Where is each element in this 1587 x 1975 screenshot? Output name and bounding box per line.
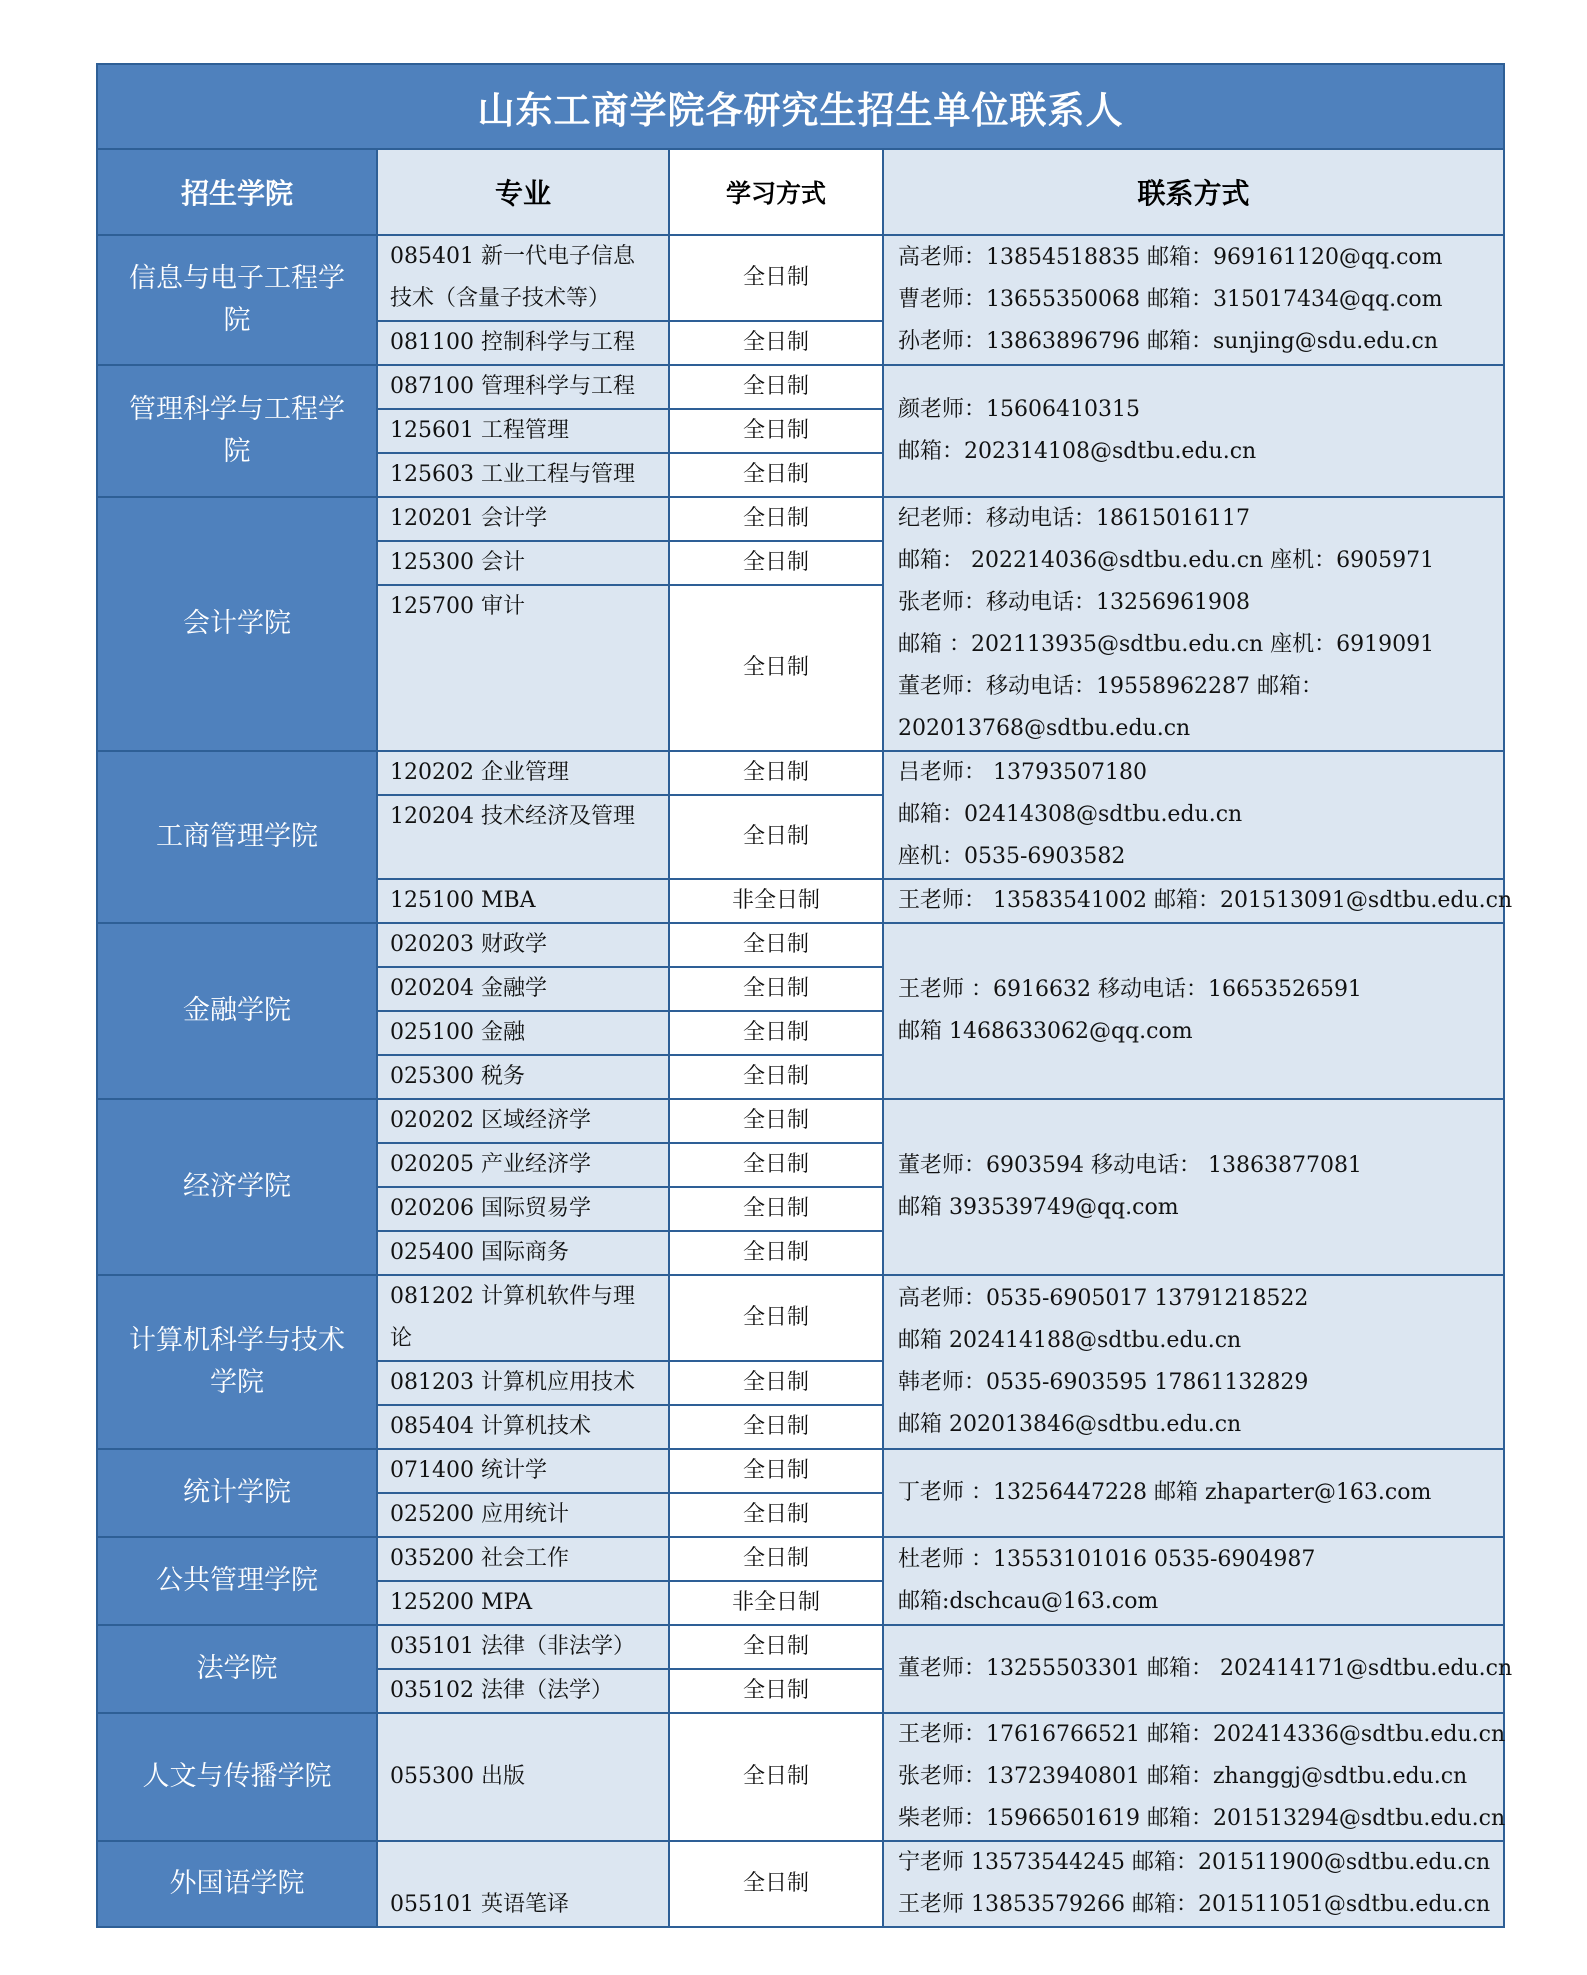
major-cell: 125601 工程管理 bbox=[377, 409, 669, 453]
contact-line: 王老师 13853579266 邮箱：201511051@sdtbu.edu.cn bbox=[898, 1892, 1491, 1917]
major-cell: 025100 金融 bbox=[377, 1011, 669, 1055]
contact-line: 柴老师：15966501619 邮箱：201513294@sdtbu.edu.cn bbox=[898, 1806, 1506, 1831]
contact-cell bbox=[883, 923, 1504, 1099]
major-cell: 025400 国际商务 bbox=[377, 1231, 669, 1275]
contact-cell bbox=[883, 1275, 1504, 1449]
mode-cell: 全日制 bbox=[669, 795, 883, 879]
major-cell: 035101 法律（非法学） bbox=[377, 1625, 669, 1669]
major-cell: 055300 出版 bbox=[377, 1713, 669, 1841]
header-major: 专业 bbox=[377, 149, 669, 235]
contact-line: 董老师：6903594 移动电话： 13863877081 bbox=[898, 1153, 1362, 1178]
major-cell: 081203 计算机应用技术 bbox=[377, 1361, 669, 1405]
major-cell: 085404 计算机技术 bbox=[377, 1405, 669, 1449]
contact-line: 邮箱 202013846@sdtbu.edu.cn bbox=[898, 1412, 1242, 1437]
contact-line: 邮箱： 202214036@sdtbu.edu.cn 座机：6905971 bbox=[898, 548, 1435, 573]
contact-line: 杜老师 ：13553101016 0535-6904987 bbox=[898, 1547, 1316, 1572]
major-cell: 125603 工业工程与管理 bbox=[377, 453, 669, 497]
major-cell: 020206 国际贸易学 bbox=[377, 1187, 669, 1231]
mode-cell: 非全日制 bbox=[669, 879, 883, 923]
contact-line: 曹老师：13655350068 邮箱：315017434@qq.com bbox=[898, 287, 1443, 312]
contact-line: 邮箱：202314108@sdtbu.edu.cn bbox=[898, 439, 1257, 464]
mode-cell: 全日制 bbox=[669, 1537, 883, 1581]
major-cell: 055101 英语笔译 bbox=[377, 1841, 669, 1927]
major-cell: 025300 税务 bbox=[377, 1055, 669, 1099]
contact-cell bbox=[883, 879, 1513, 923]
mode-cell: 全日制 bbox=[669, 1275, 883, 1361]
header-college: 招生学院 bbox=[97, 149, 377, 235]
page-title: 山东工商学院各研究生招生单位联系人 bbox=[97, 64, 1504, 149]
mode-cell: 全日制 bbox=[669, 585, 883, 751]
major-cell: 081100 控制科学与工程 bbox=[377, 321, 669, 365]
mode-cell: 全日制 bbox=[669, 235, 883, 321]
major-cell: 035200 社会工作 bbox=[377, 1537, 669, 1581]
mode-cell: 全日制 bbox=[669, 967, 883, 1011]
mode-cell: 全日制 bbox=[669, 1449, 883, 1493]
major-cell: 071400 统计学 bbox=[377, 1449, 669, 1493]
contact-line: 孙老师：13863896796 邮箱：sunjing@sdu.edu.cn bbox=[898, 329, 1438, 354]
contact-cell bbox=[883, 751, 1504, 879]
header-contact: 联系方式 bbox=[883, 149, 1504, 235]
major-cell: 125200 MPA bbox=[377, 1581, 669, 1625]
contact-cell bbox=[883, 1841, 1504, 1927]
college-name: 统计学院 bbox=[97, 1449, 377, 1537]
contact-sheet bbox=[96, 63, 1513, 1928]
contact-line: 王老师：17616766521 邮箱：202414336@sdtbu.edu.cn bbox=[898, 1722, 1506, 1747]
contact-line: 王老师： 13583541002 邮箱：201513091@sdtbu.edu.cn bbox=[898, 888, 1513, 913]
contact-line: 颜老师：15606410315 bbox=[898, 397, 1140, 422]
contact-line: 吕老师： 13793507180 bbox=[898, 760, 1147, 785]
major-cell: 020203 财政学 bbox=[377, 923, 669, 967]
college-name: 工商管理学院 bbox=[97, 751, 377, 923]
major-cell: 087100 管理科学与工程 bbox=[377, 365, 669, 409]
major-cell: 020204 金融学 bbox=[377, 967, 669, 1011]
mode-cell: 全日制 bbox=[669, 1187, 883, 1231]
major-cell: 025200 应用统计 bbox=[377, 1493, 669, 1537]
contact-line: 张老师：移动电话：13256961908 bbox=[898, 590, 1250, 615]
contact-line: 202013768@sdtbu.edu.cn bbox=[898, 716, 1191, 741]
contact-line: 座机：0535-6903582 bbox=[898, 844, 1126, 869]
contact-table bbox=[96, 63, 1513, 1928]
major-cell: 120202 企业管理 bbox=[377, 751, 669, 795]
contact-line: 宁老师 13573544245 邮箱：201511900@sdtbu.edu.cn bbox=[898, 1850, 1491, 1875]
mode-cell: 全日制 bbox=[669, 923, 883, 967]
major-cell: 120204 技术经济及管理 bbox=[377, 795, 669, 879]
college-name: 计算机科学与技术学院 bbox=[97, 1275, 377, 1449]
contact-cell bbox=[883, 1713, 1504, 1841]
mode-cell: 全日制 bbox=[669, 541, 883, 585]
contact-cell bbox=[883, 497, 1504, 751]
mode-cell: 全日制 bbox=[669, 1143, 883, 1187]
contact-line: 纪老师：移动电话：18615016117 bbox=[898, 506, 1250, 531]
college-name: 会计学院 bbox=[97, 497, 377, 751]
major-cell: 125700 审计 bbox=[377, 585, 669, 751]
contact-line: 邮箱 1468633062@qq.com bbox=[898, 1019, 1193, 1044]
mode-cell: 全日制 bbox=[669, 1099, 883, 1143]
mode-cell: 全日制 bbox=[669, 751, 883, 795]
contact-line: 董老师：移动电话：19558962287 邮箱： bbox=[898, 674, 1323, 699]
contact-line: 邮箱：02414308@sdtbu.edu.cn bbox=[898, 802, 1243, 827]
mode-cell: 全日制 bbox=[669, 409, 883, 453]
contact-cell bbox=[883, 1449, 1504, 1537]
college-name: 人文与传播学院 bbox=[97, 1713, 377, 1841]
mode-cell: 全日制 bbox=[669, 453, 883, 497]
college-name: 公共管理学院 bbox=[97, 1537, 377, 1625]
contact-cell bbox=[883, 1537, 1504, 1625]
contact-cell bbox=[883, 365, 1504, 497]
contact-line: 丁老师 ：13256447228 邮箱 zhaparter@163.com bbox=[898, 1480, 1432, 1505]
contact-line: 邮箱 202414188@sdtbu.edu.cn bbox=[898, 1328, 1242, 1353]
college-name: 外国语学院 bbox=[97, 1841, 377, 1927]
contact-line: 高老师：0535-6905017 13791218522 bbox=[898, 1286, 1309, 1311]
mode-cell: 全日制 bbox=[669, 1405, 883, 1449]
contact-line: 董老师：13255503301 邮箱： 202414171@sdtbu.edu.cn bbox=[898, 1656, 1513, 1681]
college-name: 金融学院 bbox=[97, 923, 377, 1099]
mode-cell: 全日制 bbox=[669, 1361, 883, 1405]
college-name: 信息与电子工程学院 bbox=[97, 235, 377, 365]
major-cell: 035102 法律（法学） bbox=[377, 1669, 669, 1713]
major-cell: 125300 会计 bbox=[377, 541, 669, 585]
header-mode: 学习方式 bbox=[669, 149, 883, 235]
mode-cell: 全日制 bbox=[669, 1055, 883, 1099]
mode-cell: 全日制 bbox=[669, 321, 883, 365]
contact-cell bbox=[883, 235, 1504, 365]
major-cell: 085401 新一代电子信息技术（含量子技术等） bbox=[377, 235, 669, 321]
contact-line: 邮箱:dschcau@163.com bbox=[898, 1589, 1159, 1614]
major-cell: 125100 MBA bbox=[377, 879, 669, 923]
mode-cell: 全日制 bbox=[669, 1669, 883, 1713]
contact-cell bbox=[883, 1625, 1513, 1713]
mode-cell: 全日制 bbox=[669, 497, 883, 541]
mode-cell: 全日制 bbox=[669, 1231, 883, 1275]
mode-cell: 全日制 bbox=[669, 1011, 883, 1055]
contact-line: 邮箱 ：202113935@sdtbu.edu.cn 座机：6919091 bbox=[898, 632, 1435, 657]
mode-cell: 全日制 bbox=[669, 365, 883, 409]
major-cell: 020205 产业经济学 bbox=[377, 1143, 669, 1187]
major-cell: 081202 计算机软件与理论 bbox=[377, 1275, 669, 1361]
contact-line: 张老师：13723940801 邮箱：zhanggj@sdtbu.edu.cn bbox=[898, 1764, 1468, 1789]
contact-line: 王老师 ：6916632 移动电话：16653526591 bbox=[898, 977, 1362, 1002]
major-cell: 020202 区域经济学 bbox=[377, 1099, 669, 1143]
mode-cell: 非全日制 bbox=[669, 1581, 883, 1625]
college-name: 法学院 bbox=[97, 1625, 377, 1713]
mode-cell: 全日制 bbox=[669, 1625, 883, 1669]
mode-cell: 全日制 bbox=[669, 1713, 883, 1841]
college-name: 经济学院 bbox=[97, 1099, 377, 1275]
major-cell: 120201 会计学 bbox=[377, 497, 669, 541]
contact-cell bbox=[883, 1099, 1504, 1275]
contact-line: 邮箱 393539749@qq.com bbox=[898, 1195, 1179, 1220]
contact-line: 高老师：13854518835 邮箱：969161120@qq.com bbox=[898, 245, 1443, 270]
college-name: 管理科学与工程学院 bbox=[97, 365, 377, 497]
mode-cell: 全日制 bbox=[669, 1841, 883, 1927]
mode-cell: 全日制 bbox=[669, 1493, 883, 1537]
contact-line: 韩老师：0535-6903595 17861132829 bbox=[898, 1370, 1309, 1395]
